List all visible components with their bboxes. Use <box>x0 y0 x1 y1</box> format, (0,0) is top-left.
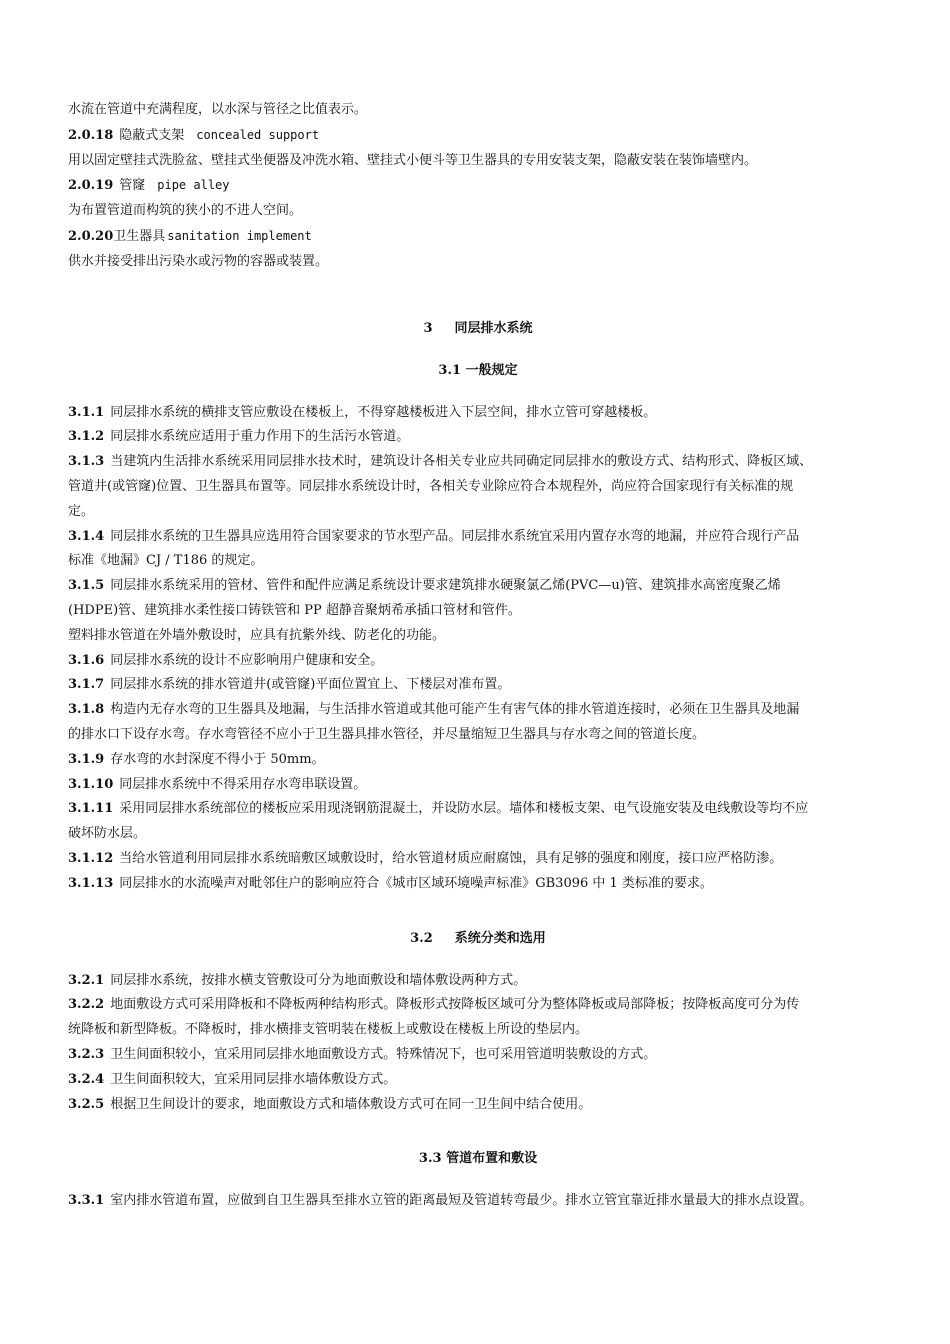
paragraph: 水流在管道中充满程度，以水深与管径之比值表示。 <box>68 102 368 117</box>
clause-3-1-5-note: 塑料排水管道在外墙外敷设时，应具有抗紫外线、防老化的功能。 <box>68 627 446 643</box>
clause-3-1-3-cont: 定。 <box>68 503 95 519</box>
clause-3-1-12: 3.1.12 当给水管道利用同层排水系统暗敷区域敷设时，给水管道材质应耐腐蚀，具有足够的强度和刚度，接口应严格防渗。 <box>68 850 783 866</box>
clause-3-2-2: 3.2.2 地面敷设方式可采用降板和不降板两种结构形式。降板形式按降板区域可分为整体降板或局部降板；按降板高度可分为传 <box>68 997 800 1013</box>
term-name: 卫生器具 <box>113 228 166 244</box>
term-english: concealed support <box>196 127 320 142</box>
clause-3-1-11-cont: 破坏防水层。 <box>68 826 147 842</box>
clause-3-2-4: 3.2.4 卫生间面积较大，宜采用同层排水墙体敷设方式。 <box>68 1071 397 1087</box>
clause-3-1-1: 3.1.1 同层排水系统的横排支管应敷设在楼板上，不得穿越楼板进入下层空间，排水立管可穿越楼板。 <box>68 404 657 420</box>
term-number: 2.0.18 <box>68 127 114 143</box>
section-heading-3-2 <box>68 927 888 951</box>
term-2-0-18 <box>68 123 888 149</box>
term-number: 2.0.19 <box>68 178 114 194</box>
clause-3-1-6: 3.1.6 同层排水系统的设计不应影响用户健康和安全。 <box>68 652 384 668</box>
clause-3-3-1: 3.3.1 室内排水管道布置，应做到自卫生器具至排水立管的距离最短及管道转弯最少。排水立管宜靠近排水量最大的排水点设置。 <box>68 1193 813 1209</box>
document-page <box>68 98 888 1214</box>
section-title: 3.3 管道布置和敷设 <box>418 1151 538 1167</box>
clause-3-2-5: 3.2.5 根据卫生间设计的要求，地面敷设方式和墙体敷设方式可在同一卫生间中结合使用。 <box>68 1096 592 1112</box>
term-english: pipe alley <box>157 178 230 193</box>
section-title: 系统分类和选用 <box>454 930 546 946</box>
clause-3-1-5: 3.1.5 同层排水系统采用的管材、管件和配件应满足系统设计要求建筑排水硬聚氯乙烯(PVC—u)管、建筑排水高密度聚乙烯 <box>68 578 781 594</box>
clause-3-1-10: 3.1.10 同层排水系统中不得采用存水弯串联设置。 <box>68 776 367 792</box>
chapter-title: 同层排水系统 <box>454 320 533 336</box>
clause-3-1-8: 3.1.8 构造内无存水弯的卫生器具及地漏，与生活排水管道或其他可能产生有害气体的排水管道连接时，必须在卫生器具及地漏 <box>68 702 800 718</box>
clause-3-2-2-cont: 统降板和新型降板。不降板时，排水横排支管明装在楼板上或敷设在楼板上所设的垫层内。 <box>68 1022 589 1038</box>
clause-3-1-2: 3.1.2 同层排水系统应适用于重力作用下的生活污水管道。 <box>68 429 410 445</box>
term-number: 2.0.20 <box>68 228 114 244</box>
clause-3-1-5-cont: (HDPE)管、建筑排水柔性接口铸铁管和 PP 超静音聚炳希承插口管材和管件。 <box>68 602 521 618</box>
term-name: 管窿 <box>119 178 146 194</box>
term-2-0-19 <box>68 173 888 199</box>
clause-3-1-3-cont: 管道井(或管窿)位置、卫生器具布置等。同层排水系统设计时，各相关专业除应符合本规程外，尚应符合国家现行有关标准的规 <box>68 478 794 494</box>
term-2-0-20 <box>68 224 888 250</box>
clause-3-1-4: 3.1.4 同层排水系统的卫生器具应选用符合国家要求的节水型产品。同层排水系统宜采用内置存水弯的地漏，并应符合现行产品 <box>68 528 800 544</box>
clause-3-1-7: 3.1.7 同层排水系统的排水管道井(或管窿)平面位置宜上、下楼层对准布置。 <box>68 677 511 693</box>
section-number: 3.2 <box>410 930 433 946</box>
clause-3-2-1: 3.2.1 同层排水系统，按排水横支管敷设可分为地面敷设和墙体敷设两种方式。 <box>68 972 527 988</box>
term-definition: 供水并接受排出污染水或污物的容器或装置。 <box>68 253 329 269</box>
section-heading-3-1 <box>68 359 888 383</box>
term-name: 隐蔽式支架 <box>119 127 185 143</box>
clause-3-1-4-cont: 标准《地漏》CJ / T186 的规定。 <box>68 553 264 569</box>
term-definition: 为布置管道而构筑的狭小的不进人空间。 <box>68 203 303 219</box>
section-title: 3.1 一般规定 <box>438 362 518 378</box>
term-definition: 用以固定壁挂式洗脸盆、壁挂式坐便器及冲洗水箱、壁挂式小便斗等卫生器具的专用安装支架，隐蔽安装在装饰墙壁内。 <box>68 152 758 168</box>
clause-3-1-11: 3.1.11 采用同层排水系统部位的楼板应采用现浇钢筋混凝土，并设防水层。墙体和楼板支架、电气设施安装及电线敷设等均不应 <box>68 801 809 817</box>
chapter-number: 3 <box>423 320 433 336</box>
clause-3-1-9: 3.1.9 存水弯的水封深度不得小于 50mm。 <box>68 751 325 767</box>
clause-3-1-8-cont: 的排水口下设存水弯。存水弯管径不应小于卫生器具排水管径，并尽量缩短卫生器具与存水弯之间的管道长度。 <box>68 726 706 742</box>
clause-3-2-3: 3.2.3 卫生间面积较小，宜采用同层排水地面敷设方式。特殊情况下，也可采用管道明装敷设的方式。 <box>68 1046 657 1062</box>
term-english: sanitation implement <box>167 228 312 243</box>
section-heading-3-3 <box>68 1147 888 1171</box>
chapter-heading <box>68 317 888 341</box>
clause-3-1-13: 3.1.13 同层排水的水流噪声对毗邻住户的影响应符合《城市区域环境噪声标准》GB3096 中 1 类标准的要求。 <box>68 875 713 891</box>
clause-3-1-3: 3.1.3 当建筑内生活排水系统采用同层排水技术时，建筑设计各相关专业应共同确定同层排水的敷设方式、结构形式、降板区域、 <box>68 454 813 470</box>
